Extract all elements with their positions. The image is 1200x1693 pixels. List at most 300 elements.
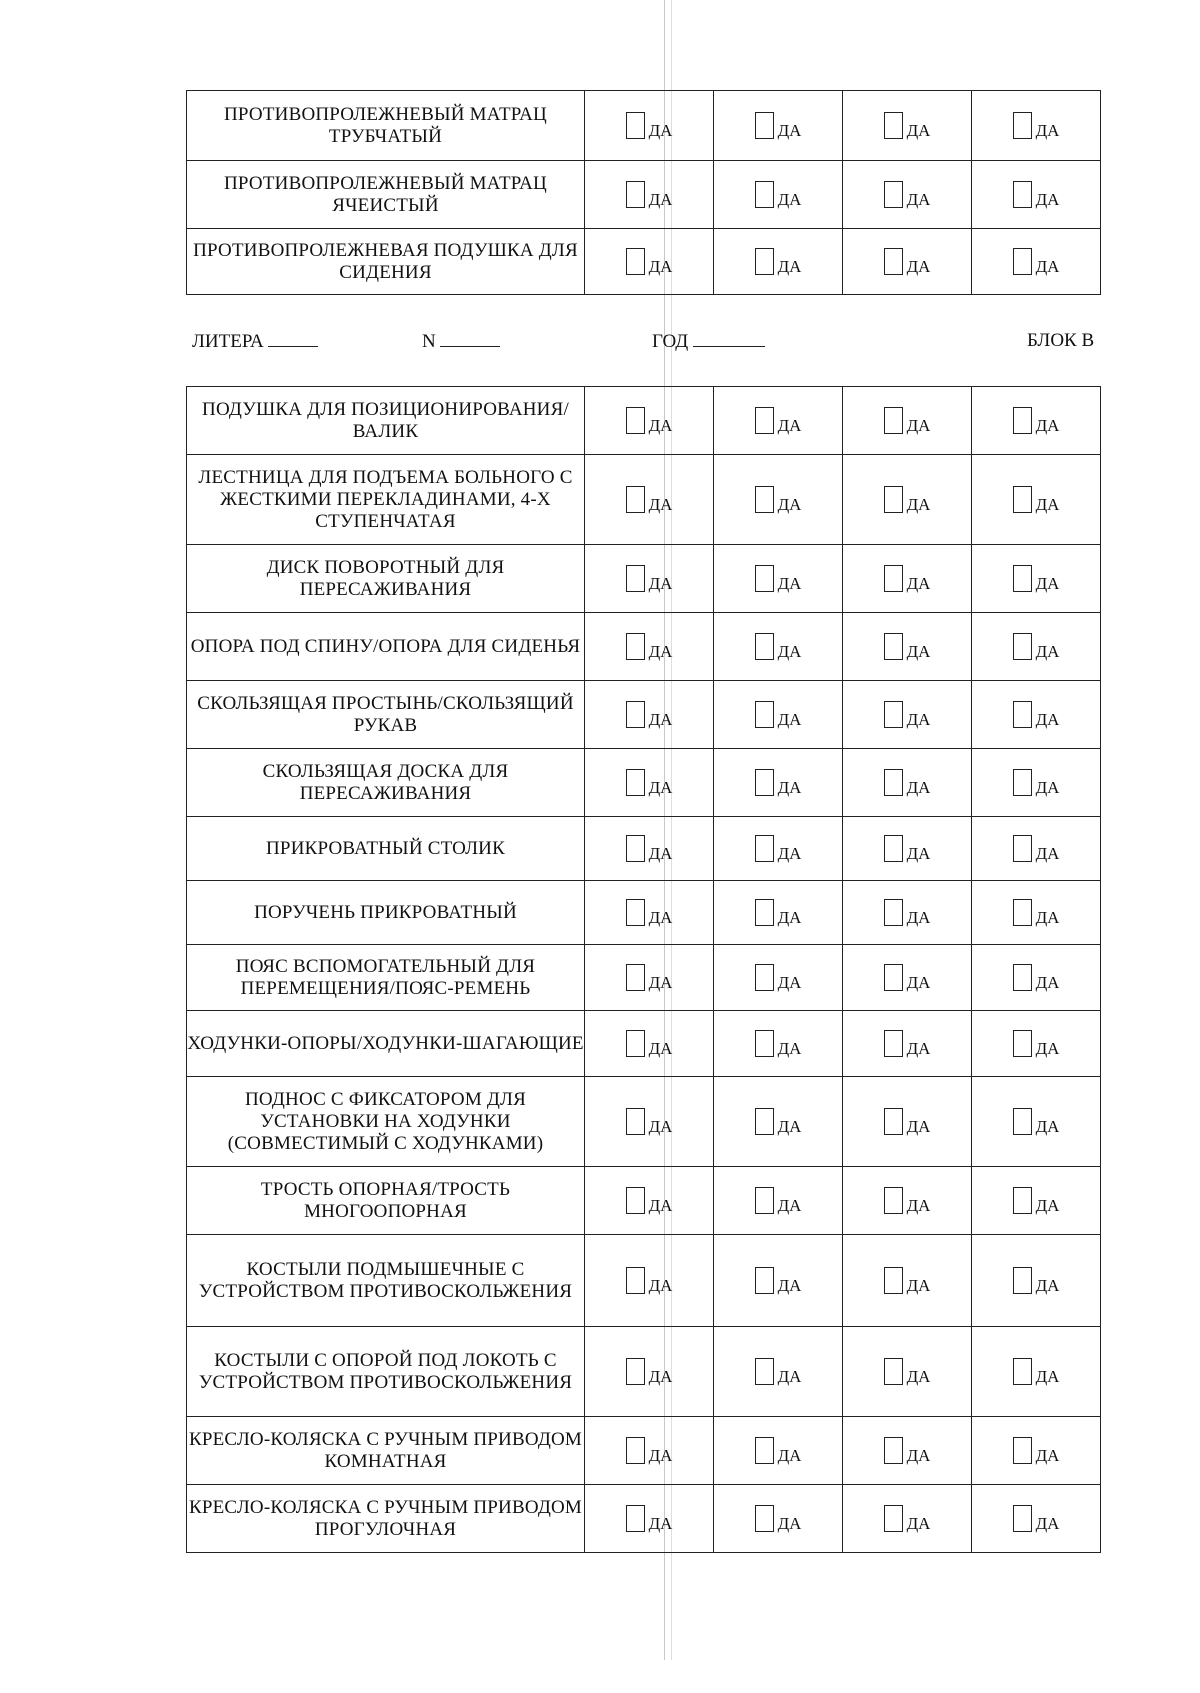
yes-checkbox[interactable]	[843, 1030, 971, 1057]
checkbox-cell	[714, 881, 843, 945]
yes-label: ДА	[1035, 778, 1060, 797]
checkbox-square-icon[interactable]	[884, 1267, 903, 1294]
table-row	[187, 613, 1101, 681]
yes-checkbox[interactable]	[843, 899, 971, 926]
table-row	[187, 1235, 1101, 1327]
checkbox-square-icon[interactable]	[755, 181, 774, 208]
yes-label: ДА	[777, 642, 802, 661]
item-name: СКОЛЬЗЯЩАЯ ПРОСТЫНЬ/СКОЛЬЗЯЩИЙ РУКАВ	[187, 681, 585, 749]
yes-label: ДА	[648, 121, 673, 140]
checkbox-square-icon[interactable]	[626, 248, 645, 275]
item-name: ПОДУШКА ДЛЯ ПОЗИЦИОНИРОВАНИЯ/ВАЛИК	[187, 387, 585, 455]
item-name: КРЕСЛО-КОЛЯСКА С РУЧНЫМ ПРИВОДОМ КОМНАТНАЯ	[187, 1417, 585, 1485]
checkbox-cell	[972, 1077, 1101, 1167]
checkbox-square-icon[interactable]	[1013, 486, 1032, 513]
litera-input-line[interactable]	[268, 330, 318, 347]
checkbox-square-icon[interactable]	[626, 565, 645, 592]
checkbox-square-icon[interactable]	[884, 248, 903, 275]
yes-label: ДА	[906, 121, 931, 140]
checkbox-cell	[714, 1327, 843, 1417]
checkbox-cell	[843, 1167, 972, 1235]
yes-checkbox[interactable]	[585, 248, 713, 275]
yes-checkbox[interactable]	[585, 964, 713, 991]
yes-checkbox[interactable]	[972, 112, 1100, 139]
year-field	[652, 330, 765, 353]
yes-checkbox[interactable]	[585, 407, 713, 434]
checkbox-square-icon[interactable]	[1013, 565, 1032, 592]
yes-checkbox[interactable]	[585, 1358, 713, 1385]
yes-checkbox[interactable]	[714, 181, 842, 208]
checkbox-square-icon[interactable]	[755, 1505, 774, 1532]
year-input-line[interactable]	[693, 330, 765, 347]
yes-label: ДА	[1035, 257, 1060, 276]
item-name: ПОДНОС С ФИКСАТОРОМ ДЛЯ УСТАНОВКИ НА ХОДУНКИ (СОВМЕСТИМЫЙ С ХОДУНКАМИ)	[187, 1077, 585, 1167]
yes-checkbox[interactable]	[843, 769, 971, 796]
yes-checkbox[interactable]	[972, 1358, 1100, 1385]
checkbox-square-icon[interactable]	[884, 701, 903, 728]
checkbox-square-icon[interactable]	[755, 964, 774, 991]
yes-checkbox[interactable]	[972, 486, 1100, 513]
checkbox-square-icon[interactable]	[626, 964, 645, 991]
yes-checkbox[interactable]	[972, 899, 1100, 926]
checkbox-square-icon[interactable]	[626, 1358, 645, 1385]
checkbox-cell	[585, 1485, 714, 1553]
yes-label: ДА	[648, 642, 673, 661]
yes-label: ДА	[648, 1196, 673, 1215]
yes-label: ДА	[648, 1446, 673, 1465]
checkbox-cell	[714, 749, 843, 817]
yes-label: ДА	[777, 1117, 802, 1136]
yes-checkbox[interactable]	[714, 1505, 842, 1532]
table-row	[187, 229, 1101, 295]
checkbox-square-icon[interactable]	[1013, 1437, 1032, 1464]
yes-checkbox[interactable]	[843, 1267, 971, 1294]
checkbox-cell	[843, 161, 972, 229]
yes-checkbox[interactable]	[843, 835, 971, 862]
checkbox-square-icon[interactable]	[1013, 1030, 1032, 1057]
checkbox-cell	[585, 91, 714, 161]
yes-label: ДА	[1035, 1196, 1060, 1215]
checkbox-square-icon[interactable]	[1013, 1358, 1032, 1385]
item-name: ПРОТИВОПРОЛЕЖНЕВЫЙ МАТРАЦ ЯЧЕИСТЫЙ	[187, 161, 585, 229]
checkbox-square-icon[interactable]	[626, 1267, 645, 1294]
item-name: ОПОРА ПОД СПИНУ/ОПОРА ДЛЯ СИДЕНЬЯ	[187, 613, 585, 681]
checkbox-square-icon[interactable]	[626, 181, 645, 208]
checkbox-square-icon[interactable]	[755, 1358, 774, 1385]
checkbox-square-icon[interactable]	[755, 1187, 774, 1214]
checkbox-cell	[972, 1235, 1101, 1327]
yes-checkbox[interactable]	[843, 1437, 971, 1464]
yes-checkbox[interactable]	[585, 1505, 713, 1532]
yes-checkbox[interactable]	[714, 899, 842, 926]
checkbox-cell	[972, 229, 1101, 295]
checkbox-square-icon[interactable]	[626, 1437, 645, 1464]
table-row	[187, 455, 1101, 545]
checkbox-cell	[972, 681, 1101, 749]
yes-checkbox[interactable]	[585, 1187, 713, 1214]
yes-label: ДА	[648, 1276, 673, 1295]
checkbox-cell	[843, 455, 972, 545]
checkbox-square-icon[interactable]	[755, 1267, 774, 1294]
yes-checkbox[interactable]	[843, 565, 971, 592]
yes-checkbox[interactable]	[972, 701, 1100, 728]
checkbox-cell	[843, 945, 972, 1011]
checkbox-square-icon[interactable]	[884, 486, 903, 513]
checkbox-cell	[714, 613, 843, 681]
yes-checkbox[interactable]	[843, 1187, 971, 1214]
yes-label: ДА	[777, 908, 802, 927]
checkbox-cell	[714, 1485, 843, 1553]
yes-checkbox[interactable]	[714, 1358, 842, 1385]
checkbox-square-icon[interactable]	[755, 1108, 774, 1135]
yes-checkbox[interactable]	[972, 1437, 1100, 1464]
yes-checkbox[interactable]	[972, 769, 1100, 796]
yes-checkbox[interactable]	[714, 769, 842, 796]
checkbox-cell	[585, 1011, 714, 1077]
checkbox-square-icon[interactable]	[755, 1030, 774, 1057]
checkbox-square-icon[interactable]	[1013, 181, 1032, 208]
yes-label: ДА	[1035, 908, 1060, 927]
yes-checkbox[interactable]	[585, 181, 713, 208]
checkbox-cell	[585, 1417, 714, 1485]
checkbox-square-icon[interactable]	[1013, 112, 1032, 139]
yes-label: ДА	[906, 257, 931, 276]
yes-checkbox[interactable]	[714, 1187, 842, 1214]
checkbox-square-icon[interactable]	[626, 1030, 645, 1057]
item-name: ПРИКРОВАТНЫЙ СТОЛИК	[187, 817, 585, 881]
yes-label: ДА	[1035, 416, 1060, 435]
yes-checkbox[interactable]	[714, 486, 842, 513]
equipment-table-block-b	[186, 386, 1101, 1553]
yes-label: ДА	[777, 121, 802, 140]
table-row	[187, 545, 1101, 613]
checkbox-cell	[714, 161, 843, 229]
yes-checkbox[interactable]	[843, 181, 971, 208]
item-name: ЛЕСТНИЦА ДЛЯ ПОДЪЕМА БОЛЬНОГО С ЖЕСТКИМИ ПЕРЕКЛАДИНАМИ, 4-Х СТУПЕНЧАТАЯ	[187, 455, 585, 545]
checkbox-square-icon[interactable]	[626, 835, 645, 862]
checkbox-square-icon[interactable]	[884, 1030, 903, 1057]
checkbox-cell	[585, 613, 714, 681]
checkbox-square-icon[interactable]	[884, 407, 903, 434]
yes-checkbox[interactable]	[714, 248, 842, 275]
table-row	[187, 161, 1101, 229]
item-name: ПОЯС ВСПОМОГАТЕЛЬНЫЙ ДЛЯ ПЕРЕМЕЩЕНИЯ/ПОЯС-РЕМЕНЬ	[187, 945, 585, 1011]
checkbox-cell	[972, 817, 1101, 881]
checkbox-square-icon[interactable]	[755, 701, 774, 728]
checkbox-square-icon[interactable]	[755, 769, 774, 796]
yes-checkbox[interactable]	[585, 1108, 713, 1135]
checkbox-square-icon[interactable]	[1013, 1187, 1032, 1214]
block-label: БЛОК В	[1027, 330, 1095, 351]
yes-checkbox[interactable]	[843, 1505, 971, 1532]
yes-label: ДА	[906, 1196, 931, 1215]
table-row	[187, 1327, 1101, 1417]
checkbox-cell	[585, 229, 714, 295]
yes-checkbox[interactable]	[972, 1267, 1100, 1294]
table-row	[187, 1417, 1101, 1485]
checkbox-cell	[843, 1485, 972, 1553]
yes-checkbox[interactable]	[585, 835, 713, 862]
checkbox-square-icon[interactable]	[755, 407, 774, 434]
checkbox-square-icon[interactable]	[1013, 899, 1032, 926]
table-row	[187, 1167, 1101, 1235]
yes-checkbox[interactable]	[714, 565, 842, 592]
checkbox-square-icon[interactable]	[884, 1108, 903, 1135]
checkbox-cell	[843, 91, 972, 161]
table-row	[187, 1077, 1101, 1167]
yes-label: ДА	[1035, 973, 1060, 992]
checkbox-cell	[585, 1235, 714, 1327]
checkbox-cell	[972, 881, 1101, 945]
yes-label: ДА	[906, 1446, 931, 1465]
table-row	[187, 1485, 1101, 1553]
checkbox-cell	[972, 1417, 1101, 1485]
yes-label: ДА	[648, 1367, 673, 1386]
checkbox-cell	[843, 1235, 972, 1327]
checkbox-square-icon[interactable]	[884, 633, 903, 660]
yes-checkbox[interactable]	[972, 181, 1100, 208]
yes-checkbox[interactable]	[714, 407, 842, 434]
yes-label: ДА	[777, 495, 802, 514]
yes-checkbox[interactable]	[714, 835, 842, 862]
yes-label: ДА	[1035, 642, 1060, 661]
yes-label: ДА	[906, 1367, 931, 1386]
checkbox-square-icon[interactable]	[755, 1437, 774, 1464]
yes-checkbox[interactable]	[972, 964, 1100, 991]
yes-label: ДА	[777, 778, 802, 797]
checkbox-square-icon[interactable]	[626, 112, 645, 139]
yes-label: ДА	[906, 710, 931, 729]
yes-label: ДА	[1035, 844, 1060, 863]
yes-checkbox[interactable]	[972, 633, 1100, 660]
number-field	[422, 330, 500, 353]
yes-label: ДА	[906, 574, 931, 593]
yes-label: ДА	[906, 1276, 931, 1295]
checkbox-cell	[714, 817, 843, 881]
checkbox-square-icon[interactable]	[755, 899, 774, 926]
yes-checkbox[interactable]	[972, 835, 1100, 862]
yes-checkbox[interactable]	[843, 407, 971, 434]
item-name: КРЕСЛО-КОЛЯСКА С РУЧНЫМ ПРИВОДОМ ПРОГУЛОЧНАЯ	[187, 1485, 585, 1553]
yes-label: ДА	[1035, 190, 1060, 209]
yes-checkbox[interactable]	[585, 1030, 713, 1057]
yes-checkbox[interactable]	[972, 1030, 1100, 1057]
checkbox-square-icon[interactable]	[884, 181, 903, 208]
yes-label: ДА	[648, 908, 673, 927]
table-row	[187, 387, 1101, 455]
checkbox-cell	[843, 545, 972, 613]
checkbox-square-icon[interactable]	[884, 1505, 903, 1532]
item-name: ПРОТИВОПРОЛЕЖНЕВАЯ ПОДУШКА ДЛЯ СИДЕНИЯ	[187, 229, 585, 295]
table-row	[187, 817, 1101, 881]
yes-checkbox[interactable]	[585, 769, 713, 796]
yes-checkbox[interactable]	[714, 1030, 842, 1057]
yes-label: ДА	[648, 190, 673, 209]
yes-label: ДА	[1035, 1514, 1060, 1533]
checkbox-square-icon[interactable]	[1013, 1505, 1032, 1532]
yes-checkbox[interactable]	[585, 899, 713, 926]
yes-checkbox[interactable]	[585, 1267, 713, 1294]
yes-checkbox[interactable]	[972, 565, 1100, 592]
checkbox-square-icon[interactable]	[755, 633, 774, 660]
checkbox-square-icon[interactable]	[626, 769, 645, 796]
checkbox-cell	[585, 881, 714, 945]
checkbox-square-icon[interactable]	[884, 835, 903, 862]
checkbox-cell	[585, 1167, 714, 1235]
checkbox-square-icon[interactable]	[1013, 835, 1032, 862]
checkbox-cell	[714, 1077, 843, 1167]
item-name: ПОРУЧЕНЬ ПРИКРОВАТНЫЙ	[187, 881, 585, 945]
yes-checkbox[interactable]	[972, 1108, 1100, 1135]
checkbox-square-icon[interactable]	[1013, 633, 1032, 660]
checkbox-cell	[585, 817, 714, 881]
checkbox-square-icon[interactable]	[884, 565, 903, 592]
yes-label: ДА	[906, 190, 931, 209]
yes-label: ДА	[777, 1196, 802, 1215]
checkbox-square-icon[interactable]	[884, 769, 903, 796]
item-name: КОСТЫЛИ С ОПОРОЙ ПОД ЛОКОТЬ С УСТРОЙСТВОМ ПРОТИВОСКОЛЬЖЕНИЯ	[187, 1327, 585, 1417]
yes-label: ДА	[648, 1039, 673, 1058]
checkbox-square-icon[interactable]	[884, 1358, 903, 1385]
checkbox-square-icon[interactable]	[626, 633, 645, 660]
table-row	[187, 749, 1101, 817]
item-name: СКОЛЬЗЯЩАЯ ДОСКА ДЛЯ ПЕРЕСАЖИВАНИЯ	[187, 749, 585, 817]
yes-label: ДА	[777, 416, 802, 435]
yes-checkbox[interactable]	[972, 248, 1100, 275]
checkbox-cell	[972, 1327, 1101, 1417]
checkbox-square-icon[interactable]	[626, 899, 645, 926]
yes-label: ДА	[906, 642, 931, 661]
yes-label: ДА	[648, 495, 673, 514]
table-row	[187, 681, 1101, 749]
yes-label: ДА	[1035, 495, 1060, 514]
checkbox-square-icon[interactable]	[626, 486, 645, 513]
yes-checkbox[interactable]	[714, 1267, 842, 1294]
yes-checkbox[interactable]	[843, 1108, 971, 1135]
yes-checkbox[interactable]	[843, 486, 971, 513]
equipment-table-top	[186, 90, 1101, 295]
yes-checkbox[interactable]	[585, 565, 713, 592]
checkbox-cell	[585, 749, 714, 817]
yes-checkbox[interactable]	[843, 633, 971, 660]
yes-checkbox[interactable]	[714, 1108, 842, 1135]
checkbox-cell	[843, 1077, 972, 1167]
checkbox-cell	[843, 613, 972, 681]
checkbox-cell	[714, 455, 843, 545]
yes-label: ДА	[777, 574, 802, 593]
item-name: ПРОТИВОПРОЛЕЖНЕВЫЙ МАТРАЦ ТРУБЧАТЫЙ	[187, 91, 585, 161]
checkbox-square-icon[interactable]	[755, 248, 774, 275]
yes-label: ДА	[906, 844, 931, 863]
checkbox-cell	[843, 681, 972, 749]
table-row	[187, 1011, 1101, 1077]
yes-checkbox[interactable]	[843, 964, 971, 991]
yes-checkbox[interactable]	[714, 112, 842, 139]
yes-checkbox[interactable]	[585, 701, 713, 728]
checkbox-square-icon[interactable]	[884, 1437, 903, 1464]
yes-label: ДА	[648, 257, 673, 276]
checkbox-square-icon[interactable]	[626, 701, 645, 728]
item-name: КОСТЫЛИ ПОДМЫШЕЧНЫЕ С УСТРОЙСТВОМ ПРОТИВОСКОЛЬЖЕНИЯ	[187, 1235, 585, 1327]
yes-label: ДА	[777, 1514, 802, 1533]
checkbox-square-icon[interactable]	[755, 486, 774, 513]
checkbox-cell	[843, 749, 972, 817]
table-row	[187, 945, 1101, 1011]
yes-checkbox[interactable]	[714, 1437, 842, 1464]
checkbox-square-icon[interactable]	[1013, 769, 1032, 796]
yes-checkbox[interactable]	[972, 1187, 1100, 1214]
checkbox-cell	[843, 229, 972, 295]
number-input-line[interactable]	[440, 330, 500, 347]
yes-label: ДА	[906, 908, 931, 927]
checkbox-square-icon[interactable]	[626, 1187, 645, 1214]
checkbox-square-icon[interactable]	[1013, 964, 1032, 991]
checkbox-square-icon[interactable]	[1013, 407, 1032, 434]
checkbox-cell	[972, 161, 1101, 229]
yes-label: ДА	[1035, 1039, 1060, 1058]
checkbox-square-icon[interactable]	[884, 1187, 903, 1214]
checkbox-cell	[585, 387, 714, 455]
checkbox-cell	[972, 387, 1101, 455]
checkbox-square-icon[interactable]	[755, 112, 774, 139]
yes-label: ДА	[777, 973, 802, 992]
litera-label: ЛИТЕРА	[192, 331, 264, 352]
checkbox-cell	[972, 945, 1101, 1011]
yes-checkbox[interactable]	[714, 964, 842, 991]
checkbox-square-icon[interactable]	[884, 899, 903, 926]
checkbox-square-icon[interactable]	[1013, 248, 1032, 275]
checkbox-square-icon[interactable]	[1013, 1267, 1032, 1294]
yes-label: ДА	[1035, 574, 1060, 593]
yes-checkbox[interactable]	[843, 248, 971, 275]
checkbox-square-icon[interactable]	[626, 1505, 645, 1532]
checkbox-square-icon[interactable]	[755, 565, 774, 592]
checkbox-square-icon[interactable]	[626, 1108, 645, 1135]
yes-label: ДА	[648, 574, 673, 593]
checkbox-square-icon[interactable]	[884, 112, 903, 139]
yes-label: ДА	[1035, 1446, 1060, 1465]
yes-checkbox[interactable]	[843, 1358, 971, 1385]
yes-checkbox[interactable]	[585, 486, 713, 513]
checkbox-cell	[714, 91, 843, 161]
item-name: ХОДУНКИ-ОПОРЫ/ХОДУНКИ-ШАГАЮЩИЕ	[187, 1011, 585, 1077]
checkbox-cell	[972, 455, 1101, 545]
checkbox-square-icon[interactable]	[626, 407, 645, 434]
yes-checkbox[interactable]	[714, 701, 842, 728]
checkbox-cell	[585, 455, 714, 545]
yes-checkbox[interactable]	[972, 1505, 1100, 1532]
yes-checkbox[interactable]	[714, 633, 842, 660]
yes-label: ДА	[777, 1039, 802, 1058]
yes-label: ДА	[906, 973, 931, 992]
checkbox-cell	[585, 545, 714, 613]
item-name: ДИСК ПОВОРОТНЫЙ ДЛЯ ПЕРЕСАЖИВАНИЯ	[187, 545, 585, 613]
yes-checkbox[interactable]	[585, 633, 713, 660]
checkbox-square-icon[interactable]	[884, 964, 903, 991]
yes-checkbox[interactable]	[585, 1437, 713, 1464]
yes-checkbox[interactable]	[843, 701, 971, 728]
yes-checkbox[interactable]	[585, 112, 713, 139]
yes-checkbox[interactable]	[843, 112, 971, 139]
checkbox-square-icon[interactable]	[1013, 701, 1032, 728]
checkbox-cell	[843, 1327, 972, 1417]
yes-label: ДА	[1035, 1276, 1060, 1295]
checkbox-square-icon[interactable]	[1013, 1108, 1032, 1135]
checkbox-square-icon[interactable]	[755, 835, 774, 862]
yes-checkbox[interactable]	[972, 407, 1100, 434]
checkbox-cell	[843, 1417, 972, 1485]
yes-label: ДА	[648, 973, 673, 992]
